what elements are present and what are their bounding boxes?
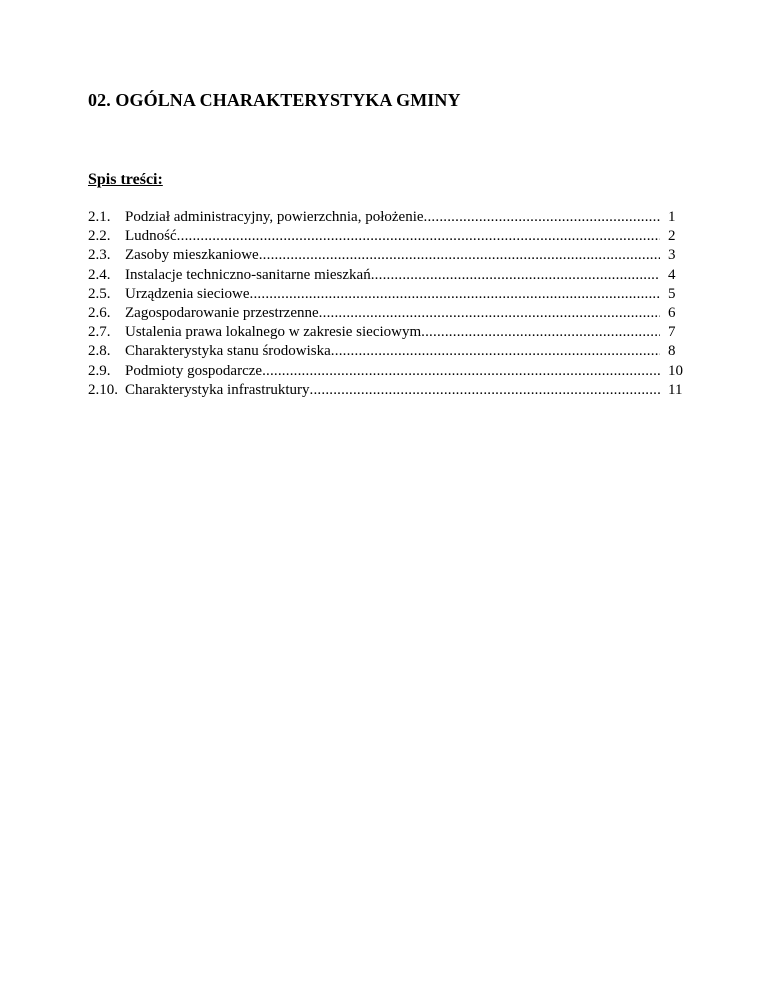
toc-entry-page: 1: [668, 209, 676, 225]
toc-leader-dots: [250, 285, 660, 304]
toc-entry-number: 2.5.: [88, 285, 111, 302]
toc-entry-number: 2.4.: [88, 266, 111, 283]
toc-entry[interactable]: [88, 323, 698, 342]
toc-entry-number: 2.2.: [88, 228, 111, 245]
toc-entry-page: 4: [668, 266, 676, 283]
toc-entry-number: 2.10.: [88, 381, 118, 398]
document-title: 02. OGÓLNA CHARAKTERYSTYKA GMINY: [88, 90, 461, 110]
toc-entry-title: Ludność: [125, 228, 177, 245]
toc-entry-number: 2.1.: [88, 209, 111, 225]
toc-entry-title: Charakterystyka stanu środowiska: [125, 343, 331, 360]
toc-entry[interactable]: [88, 304, 698, 323]
table-of-contents: [88, 208, 698, 400]
toc-entry[interactable]: [88, 362, 698, 381]
toc-entry-title: Podmioty gospodarcze: [125, 362, 263, 379]
toc-entry[interactable]: [88, 381, 698, 400]
toc-leader-dots: [177, 227, 660, 246]
toc-leader-dots: [421, 323, 660, 342]
toc-entry-title: Instalacje techniczno-sanitarne mieszkań: [125, 266, 371, 283]
toc-entry[interactable]: [88, 266, 698, 285]
toc-leader-dots: [319, 304, 660, 323]
toc-entry-number: 2.9.: [88, 362, 111, 379]
toc-entry-title: Urządzenia sieciowe: [125, 285, 250, 302]
toc-entry-title: Podział administracyjny, powierzchnia, położenie: [125, 209, 424, 225]
toc-entry[interactable]: [88, 227, 698, 246]
toc-leader-dots: [371, 266, 660, 285]
toc-heading: Spis treści:: [88, 171, 163, 188]
toc-entry-page: 10: [668, 362, 683, 379]
toc-leader-dots: [259, 246, 660, 265]
toc-entry-number: 2.7.: [88, 324, 111, 341]
toc-entry-page: 11: [668, 381, 683, 398]
toc-entry-page: 7: [668, 324, 676, 341]
toc-entry-page: 2: [668, 228, 676, 245]
toc-entry-number: 2.8.: [88, 343, 111, 360]
toc-entry-page: 5: [668, 285, 676, 302]
toc-entry[interactable]: [88, 246, 698, 265]
toc-leader-dots: [262, 362, 660, 381]
toc-entry-title: Zagospodarowanie przestrzenne: [125, 304, 319, 321]
toc-entry-title: Ustalenia prawa lokalnego w zakresie sieciowym: [125, 324, 422, 341]
toc-entry-page: 8: [668, 343, 676, 360]
toc-entry-page: 6: [668, 304, 676, 321]
toc-entry[interactable]: [88, 208, 698, 227]
toc-entry[interactable]: [88, 342, 698, 361]
toc-entry-number: 2.6.: [88, 304, 111, 321]
toc-entry-number: 2.3.: [88, 247, 111, 264]
toc-entry-page: 3: [668, 247, 676, 264]
toc-entry-title: Zasoby mieszkaniowe: [125, 247, 259, 264]
toc-leader-dots: [310, 381, 660, 400]
toc-entry[interactable]: [88, 285, 698, 304]
toc-leader-dots: [424, 208, 660, 227]
toc-leader-dots: [331, 342, 660, 361]
toc-entry-title: Charakterystyka infrastruktury: [125, 381, 310, 398]
